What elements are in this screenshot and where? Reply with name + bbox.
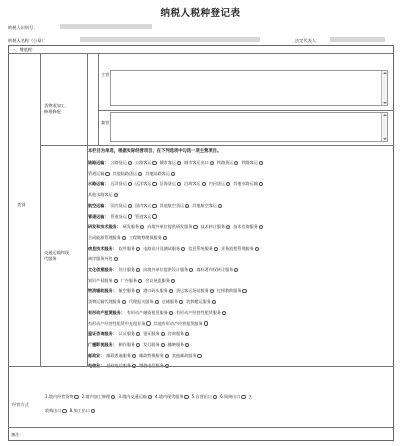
option-item[interactable] <box>139 353 169 359</box>
option-row <box>88 224 266 230</box>
option-label: 铁路货运 <box>216 160 234 165</box>
side-label: 兼营 <box>101 120 110 125</box>
option-label: 合同能源管理服务 <box>88 234 121 240</box>
option-radio[interactable] <box>146 321 150 325</box>
option-radio[interactable] <box>136 247 140 251</box>
option-radio[interactable] <box>163 236 167 240</box>
option-radio[interactable] <box>152 204 156 208</box>
option-label: 货运客运场站服务 <box>175 288 209 294</box>
option-item[interactable] <box>217 160 239 166</box>
legal-rep-field[interactable] <box>330 37 385 42</box>
option-category-label: 信息技术服务： <box>88 245 117 251</box>
option-item[interactable] <box>184 181 206 187</box>
option-label: 向境外单位提供研发服务 <box>147 224 193 230</box>
option-radio[interactable] <box>242 289 246 293</box>
option-label: 管道客运 <box>135 213 152 219</box>
option-row <box>88 160 266 166</box>
mode-option[interactable] <box>118 394 152 400</box>
option-radio[interactable] <box>177 182 181 186</box>
option-item[interactable] <box>88 235 126 241</box>
option-label: 管道运输 <box>88 170 105 176</box>
option-radio[interactable] <box>114 257 118 261</box>
mode-checkbox[interactable] <box>213 395 217 399</box>
option-radio[interactable] <box>105 172 109 176</box>
option-radio[interactable] <box>128 204 132 208</box>
option-item[interactable] <box>196 267 238 273</box>
option-radio[interactable] <box>210 289 214 293</box>
mode-label: 3.境内交通运输 <box>118 394 147 399</box>
option-label: 内河货运 <box>208 181 226 187</box>
mode-checkbox[interactable] <box>148 395 152 399</box>
option-row <box>88 353 205 359</box>
option-item[interactable] <box>135 214 157 220</box>
option-label: 其他水路运输 <box>233 181 258 187</box>
option-label: 制作服务 <box>118 341 136 347</box>
option-item[interactable] <box>121 278 143 284</box>
option-row <box>88 192 121 198</box>
divider <box>40 145 394 146</box>
mode-checkbox[interactable] <box>74 395 78 399</box>
option-item[interactable] <box>110 214 132 220</box>
option-item[interactable] <box>209 181 231 187</box>
option-radio[interactable] <box>161 332 165 336</box>
option-item[interactable] <box>241 160 263 166</box>
option-radio[interactable] <box>136 268 140 272</box>
option-label: 电路设计及测试服务 <box>143 245 181 251</box>
option-item[interactable] <box>160 181 182 187</box>
option-radio[interactable] <box>165 354 169 358</box>
option-radio[interactable] <box>140 225 144 229</box>
option-radio[interactable] <box>138 279 142 283</box>
option-label: 软件服务 <box>118 245 136 251</box>
option-item[interactable] <box>192 203 222 209</box>
option-label: 鉴证服务 <box>143 331 160 337</box>
divider <box>8 53 394 54</box>
mode-option[interactable] <box>192 394 217 400</box>
option-label: 有形动产经营性租赁服务 <box>175 309 221 315</box>
option-item[interactable] <box>143 246 185 252</box>
option-item[interactable] <box>143 288 173 294</box>
option-item[interactable] <box>129 235 167 241</box>
side-goods-textarea[interactable] <box>110 112 388 142</box>
divider <box>8 427 394 428</box>
option-item[interactable] <box>135 181 157 187</box>
divider <box>98 110 394 111</box>
option-radio[interactable] <box>212 300 216 304</box>
option-item[interactable] <box>119 246 141 252</box>
option-radio[interactable] <box>185 332 189 336</box>
option-row <box>88 256 121 262</box>
option-radio[interactable] <box>189 268 193 272</box>
option-radio[interactable] <box>155 300 159 304</box>
option-label: 会议展览服务 <box>145 277 170 283</box>
mode-label: 1.境内经营货物 <box>45 394 74 399</box>
option-item[interactable] <box>176 288 214 294</box>
option-label: 咨询服务 <box>167 331 185 337</box>
option-label: 国内客运 <box>135 202 152 208</box>
option-item[interactable] <box>119 288 141 294</box>
mode-label: 6.间接出口 <box>220 394 241 399</box>
taxpayer-name-field[interactable] <box>80 37 260 42</box>
option-category-label: 邮政业： <box>88 352 105 358</box>
option-item[interactable] <box>88 171 110 177</box>
option-item[interactable] <box>110 181 132 187</box>
option-item[interactable] <box>113 171 143 177</box>
mode-checkbox[interactable] <box>111 395 115 399</box>
option-label: 其他航空客运 <box>192 202 217 208</box>
option-label: 认证服务 <box>118 331 136 337</box>
option-category-label: 航空运输： <box>88 202 109 208</box>
option-label: 邮政普遍服务 <box>106 352 131 358</box>
option-label: 铁路客运 <box>241 160 258 165</box>
mode-option[interactable] <box>155 394 189 400</box>
legal-rep-label: 法定代表人： <box>295 38 321 43</box>
option-radio[interactable] <box>202 182 206 186</box>
transport-label: 交通运输和现 <box>44 250 70 255</box>
mode-label: 4.境内现代服务 <box>154 394 184 399</box>
option-label: 其他有形动产经营租赁服务 <box>153 320 203 326</box>
mode-checkbox[interactable] <box>62 409 66 413</box>
option-radio[interactable] <box>197 354 201 358</box>
option-row <box>88 278 178 284</box>
option-label: 技术转让服务 <box>200 224 226 230</box>
mode-option[interactable] <box>82 394 116 400</box>
option-row <box>88 203 225 209</box>
mode-label: 收购出口 <box>45 408 62 413</box>
option-item[interactable] <box>127 310 173 316</box>
option-row <box>88 181 266 187</box>
option-category-label: 广播影视服务： <box>88 341 117 347</box>
mode-label: 7. <box>248 394 253 400</box>
option-label: 有形动产经营性租赁中光租业务 <box>88 320 146 326</box>
option-radio[interactable] <box>179 300 183 304</box>
option-radio[interactable] <box>210 161 214 165</box>
option-radio[interactable] <box>255 247 259 251</box>
option-row <box>88 214 160 220</box>
option-radio[interactable] <box>114 279 118 283</box>
option-item[interactable] <box>88 256 118 262</box>
option-label: 城市客运出口 <box>184 160 209 165</box>
option-category-label: 鉴证咨询服务： <box>88 331 117 337</box>
mode-label: 经营方式 <box>12 402 29 407</box>
option-radio[interactable] <box>128 161 132 165</box>
option-label: 国内货运 <box>110 202 127 208</box>
option-row <box>88 299 219 305</box>
option-radio[interactable] <box>259 161 263 165</box>
category-label: 类别 <box>17 202 26 207</box>
option-label: 工程勘察勘探服务 <box>128 234 162 240</box>
option-label: 公路客运 <box>135 160 152 165</box>
option-row <box>88 246 262 252</box>
taxpayer-id-label: 纳税人识别号： <box>8 25 38 30</box>
mode-row <box>45 394 255 400</box>
option-row <box>88 267 241 273</box>
option-label: 港口码头服务 <box>143 288 168 294</box>
option-row <box>88 235 170 241</box>
option-item[interactable] <box>176 310 226 316</box>
option-item[interactable] <box>143 342 165 348</box>
mode-checkbox[interactable] <box>241 395 245 399</box>
option-label: 商标著作权转让服务 <box>196 267 234 272</box>
option-category-label: 物流辅助服务： <box>88 288 117 294</box>
option-radio[interactable] <box>234 161 238 165</box>
main-goods-textarea[interactable] <box>110 70 388 106</box>
option-item[interactable] <box>172 353 202 359</box>
remarks-label: 备注： <box>11 432 24 437</box>
option-item[interactable] <box>160 160 182 166</box>
option-category-label: 有形动产租赁服务： <box>88 309 125 315</box>
option-radio[interactable] <box>161 343 165 347</box>
option-label: 仓储服务 <box>161 299 179 305</box>
option-row <box>88 331 192 337</box>
scrollbar[interactable] <box>381 113 387 141</box>
option-radio[interactable] <box>136 343 140 347</box>
option-item[interactable] <box>123 224 145 230</box>
option-item[interactable] <box>221 246 259 252</box>
option-item[interactable] <box>110 160 132 166</box>
option-item[interactable] <box>186 299 216 305</box>
option-item[interactable] <box>145 171 175 177</box>
option-radio[interactable] <box>128 182 132 186</box>
option-item[interactable] <box>233 224 263 230</box>
option-item[interactable] <box>129 299 159 305</box>
option-radio[interactable] <box>234 268 238 272</box>
mode-option[interactable] <box>220 394 245 400</box>
option-radio[interactable] <box>138 172 142 176</box>
option-label: 代理报关服务 <box>128 299 154 305</box>
option-item[interactable] <box>88 278 118 284</box>
option-label: 远洋货运 <box>110 181 127 187</box>
option-item[interactable] <box>168 331 190 337</box>
option-label: 信息系统服务 <box>188 245 213 251</box>
option-item[interactable] <box>119 267 141 273</box>
divider <box>40 53 41 366</box>
option-category-label: 研发和技术服务： <box>88 224 121 230</box>
option-radio[interactable] <box>169 289 173 293</box>
option-radio[interactable] <box>226 225 230 229</box>
mode-label: 5.自营出口 <box>191 394 212 399</box>
option-item[interactable] <box>217 288 247 294</box>
option-radio[interactable] <box>132 354 136 358</box>
option-label: 管道货运 <box>110 213 127 219</box>
goods-label-2: 修理修配 <box>44 109 61 114</box>
option-item[interactable] <box>119 331 141 337</box>
mode-option[interactable] <box>70 408 95 414</box>
option-label: 城市客运 <box>159 160 176 165</box>
option-radio[interactable] <box>152 214 156 218</box>
option-category-label: 陆路运输： <box>88 160 109 165</box>
option-label: 播映服务 <box>167 341 185 347</box>
option-label: 公路货运 <box>110 160 127 165</box>
option-item[interactable] <box>106 353 136 359</box>
option-item[interactable] <box>188 246 218 252</box>
option-category-label: 文化创意服务： <box>88 267 117 272</box>
option-label: 其他陆路货运 <box>112 170 138 176</box>
option-item[interactable] <box>160 203 190 209</box>
option-radio[interactable] <box>136 289 140 293</box>
option-row <box>88 288 250 294</box>
option-label: 其他陆路客运 <box>145 170 170 176</box>
divider <box>87 53 88 366</box>
option-label: 货物运输代理服务 <box>88 299 121 305</box>
option-label: 研发服务 <box>122 224 140 230</box>
option-radio[interactable] <box>122 300 126 304</box>
mode-label: 2.境内加工修理 <box>81 394 111 399</box>
option-category-label: 管道运输： <box>88 213 109 219</box>
main-label: 主营 <box>101 72 110 77</box>
option-label: 广告服务 <box>120 277 138 283</box>
mode-label: 8.加工出口 <box>69 408 90 413</box>
option-label: 设计服务 <box>118 267 136 272</box>
option-label: 航空服务 <box>118 288 136 294</box>
option-radio[interactable] <box>185 343 189 347</box>
option-radio[interactable] <box>114 193 118 197</box>
option-radio[interactable] <box>181 247 185 251</box>
option-item[interactable] <box>143 331 165 337</box>
mode-option[interactable] <box>45 408 67 414</box>
option-row <box>88 342 192 348</box>
taxpayer-id-field[interactable] <box>60 24 152 29</box>
option-radio[interactable] <box>171 172 175 176</box>
option-radio[interactable] <box>128 214 132 218</box>
option-item[interactable] <box>119 342 141 348</box>
mode-checkbox[interactable] <box>91 409 95 413</box>
option-item[interactable] <box>201 224 231 230</box>
option-label: 增值电信服务 <box>139 363 164 369</box>
option-radio[interactable] <box>177 161 181 165</box>
option-label: 沿海货运 <box>159 181 176 187</box>
option-radio[interactable] <box>169 311 173 315</box>
section-vat-label: 一、增值税： <box>11 47 37 52</box>
form-title: 纳税人税种登记表 <box>160 8 241 19</box>
selection-note: 本栏目为单选，根据实际经营项目，在下列选项中勾选一项主营项目。 <box>88 149 222 154</box>
option-item[interactable] <box>162 299 184 305</box>
option-label: 技术咨询服务 <box>233 224 258 230</box>
option-category-label: 水路运输： <box>88 181 109 187</box>
option-radio[interactable] <box>122 236 126 240</box>
option-radio[interactable] <box>171 279 175 283</box>
scrollbar[interactable] <box>381 71 387 105</box>
option-label: 装卸搬运服务 <box>186 299 211 305</box>
mode-option[interactable] <box>45 394 79 400</box>
option-item[interactable] <box>135 203 157 209</box>
option-row <box>88 171 178 177</box>
option-item[interactable] <box>110 203 132 209</box>
option-radio[interactable] <box>259 182 263 186</box>
option-label: 有形动产融资租赁服务 <box>126 309 168 315</box>
option-radio[interactable] <box>152 161 156 165</box>
option-label: 发行服务 <box>143 341 160 347</box>
option-item[interactable] <box>143 267 193 273</box>
option-label: 基础电信服务 <box>106 363 131 369</box>
option-row <box>88 321 211 327</box>
option-radio[interactable] <box>185 204 189 208</box>
option-label: 打捞救助服务 <box>216 288 242 294</box>
option-label: 知识产权服务 <box>88 277 113 283</box>
option-radio[interactable] <box>222 311 226 315</box>
option-item[interactable] <box>233 181 263 187</box>
option-radio[interactable] <box>226 182 230 186</box>
option-label: 其他航空货运 <box>159 202 185 208</box>
option-item[interactable] <box>88 321 151 327</box>
option-item[interactable] <box>88 192 118 198</box>
mode-checkbox[interactable] <box>184 395 188 399</box>
option-radio[interactable] <box>152 182 156 186</box>
option-label: 远洋客运 <box>135 181 152 187</box>
goods-label: 货物或加工、 <box>44 103 70 108</box>
option-radio[interactable] <box>193 225 197 229</box>
option-label: 其他邮政服务 <box>171 352 197 358</box>
option-item[interactable] <box>168 342 190 348</box>
option-label: 邮政特殊服务 <box>139 352 164 358</box>
option-radio[interactable] <box>204 321 208 325</box>
option-item[interactable] <box>184 160 214 166</box>
divider <box>8 366 394 367</box>
option-radio[interactable] <box>214 247 218 251</box>
divider <box>98 53 99 145</box>
option-item[interactable] <box>145 278 175 284</box>
option-row <box>88 310 229 316</box>
option-item[interactable] <box>154 321 208 327</box>
option-item[interactable] <box>147 224 197 230</box>
option-label: 业务流程管理服务 <box>221 245 254 251</box>
option-category-label: 电信业： <box>88 363 105 369</box>
mode-row <box>45 408 98 414</box>
option-item[interactable] <box>88 299 126 305</box>
option-radio[interactable] <box>218 204 222 208</box>
option-radio[interactable] <box>259 225 263 229</box>
transport-label-2: 代服务 <box>44 256 57 261</box>
option-label: 沿海客运 <box>184 181 201 187</box>
mode-option[interactable] <box>249 395 253 400</box>
option-label: 向境外单位提供设计服务 <box>143 267 189 272</box>
option-label: 离岸服务外包 <box>88 256 113 262</box>
option-label: 其他水路客运 <box>88 192 113 198</box>
option-item[interactable] <box>135 160 157 166</box>
option-radio[interactable] <box>136 332 140 336</box>
taxpayer-name-label: 纳税人名称（公章）： <box>8 38 48 43</box>
